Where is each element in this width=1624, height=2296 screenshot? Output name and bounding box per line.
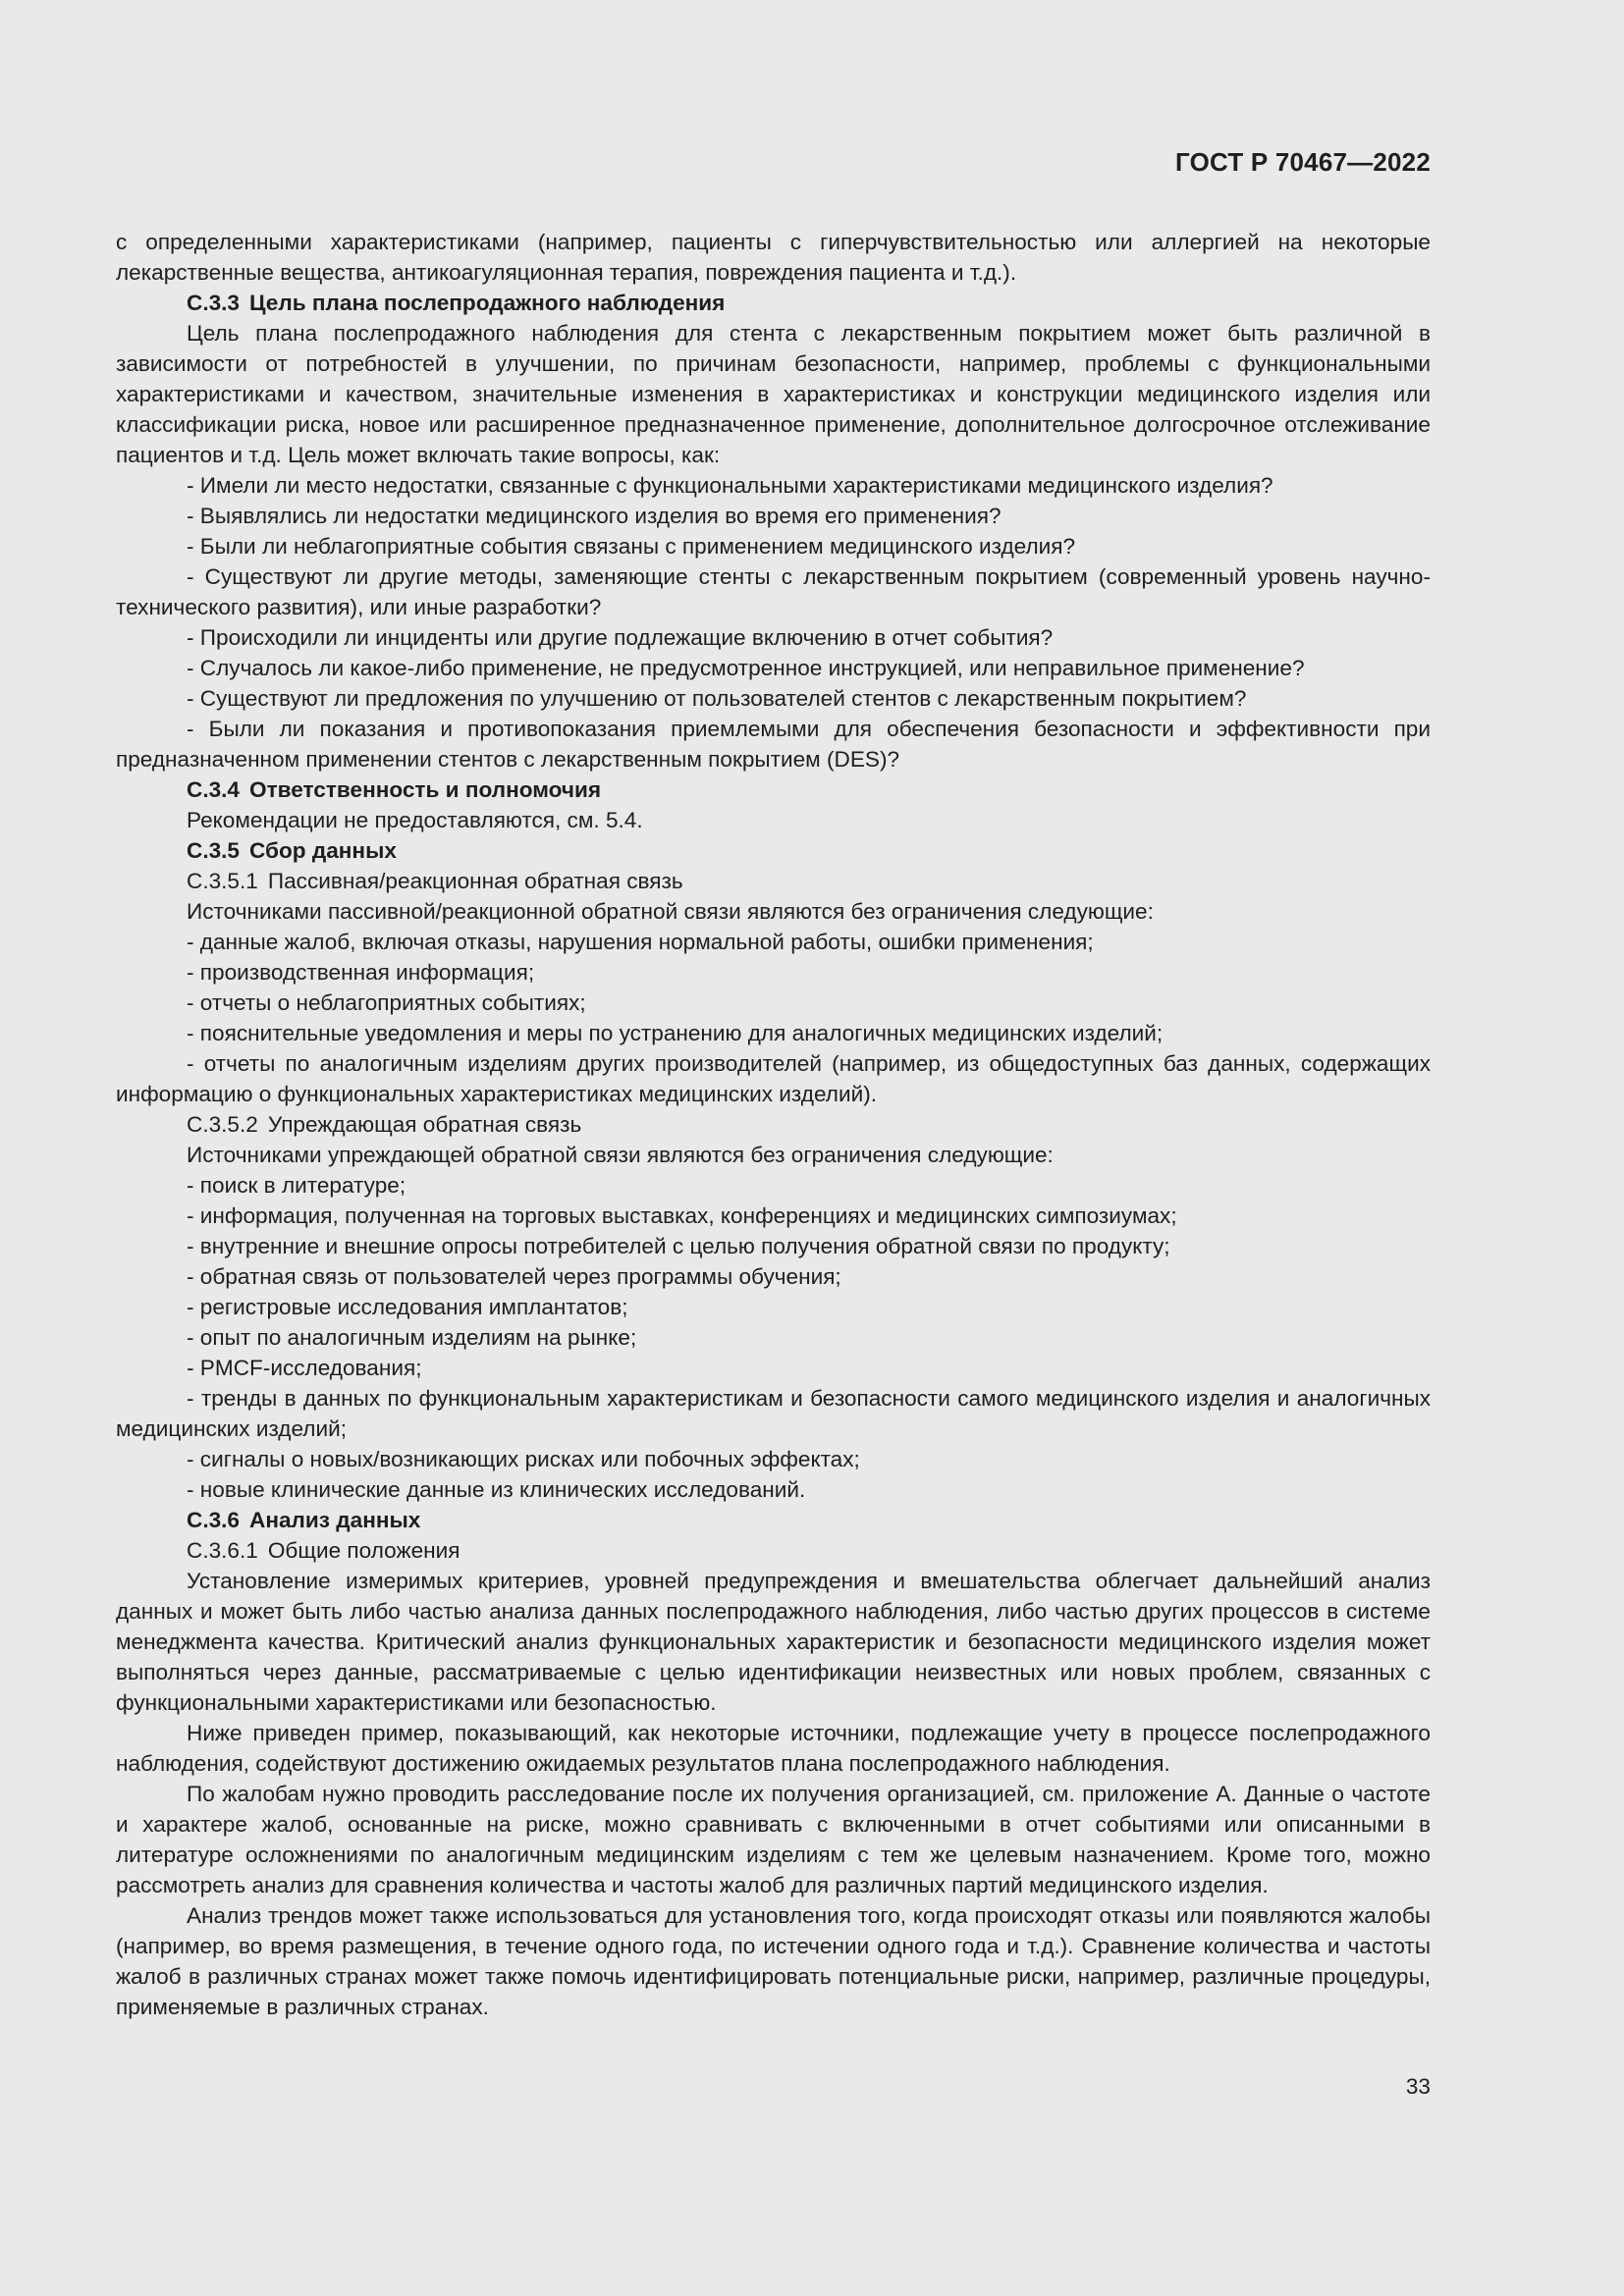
paragraph: - Имели ли место недостатки, связанные с функциональными характеристиками медицинского изделия? — [187, 473, 1273, 498]
subsection-number: С.3.6.1 — [187, 1538, 258, 1563]
paragraph: - внутренние и внешние опросы потребителей с целью получения обратной связи по продукту; — [187, 1234, 1170, 1258]
paragraph: - обратная связь от пользователей через программы обучения; — [187, 1264, 841, 1289]
section-number: С.3.3 — [187, 291, 241, 315]
paragraph: - сигналы о новых/возникающих рисках или побочных эффектах; — [187, 1447, 860, 1471]
paragraph: - новые клинические данные из клинических исследований. — [187, 1477, 806, 1502]
section-number: С.3.5 — [187, 838, 241, 863]
document-header: ГОСТ Р 70467—2022 — [1175, 147, 1431, 177]
paragraph: Анализ трендов может также использоваться для установления того, когда происходят отказы или появляются жалобы (например, во время размещения, в течение одного года, по истечении одного года и т.д.). Сравнение количества и частоты жалоб в различных странах может также помочь идентифицировать потенциальные риски, например, различные процедуры, применяемые в различных странах. — [116, 1903, 1431, 2019]
section-heading — [116, 835, 1431, 866]
paragraph: По жалобам нужно проводить расследование после их получения организацией, см. приложение А. Данные о частоте и характере жалоб, основанные на риске, можно сравнивать с включенными в отчет событиями или описанными в литературе осложнениями по аналогичным медицинским изделиям с тем же целевым назначением. Кроме того, можно рассмотреть анализ для сравнения количества и частоты жалоб для различных партий медицинского изделия. — [116, 1782, 1431, 1897]
paragraph: - поиск в литературе; — [187, 1173, 406, 1198]
subsection-number: С.3.5.2 — [187, 1112, 258, 1137]
paragraph: - производственная информация; — [187, 960, 535, 985]
paragraph: Установление измеримых критериев, уровней предупреждения и вмешательства облегчает дальнейший анализ данных и может быть либо частью анализа данных послепродажного наблюдения, либо частью других процессов в системе менеджмента качества. Критический анализ функциональных характеристик и безопасности медицинского изделия может выполняться через данные, рассматриваемые с целью идентификации неизвестных или новых проблем, связанных с функциональными характеристиками или безопасностью. — [116, 1569, 1431, 1715]
page-number: 33 — [1405, 2074, 1431, 2099]
paragraph: Цель плана послепродажного наблюдения для стента с лекарственным покрытием может быть различной в зависимости от потребностей в улучшении, по причинам безопасности, например, проблемы с функциональными характеристиками и качеством, значительные изменения в характеристиках и конструкции медицинского изделия или классификации риска, новое или расширенное предназначенное применение, дополнительное долгосрочное отслеживание пациентов и т.д. Цель может включать такие вопросы, как: — [116, 321, 1431, 467]
paragraph: - пояснительные уведомления и меры по устранению для аналогичных медицинских изделий; — [187, 1021, 1164, 1045]
section-heading — [116, 1505, 1431, 1535]
subsection-heading — [116, 866, 1431, 896]
paragraph: Источниками пассивной/реакционной обратной связи являются без ограничения следующие: — [187, 899, 1154, 924]
paragraph: - Существуют ли предложения по улучшению от пользователей стентов с лекарственным покрытием? — [187, 686, 1247, 711]
section-heading — [116, 288, 1431, 318]
document-body — [116, 227, 1431, 2022]
subsection-number: С.3.5.1 — [187, 869, 258, 893]
subsection-title: Упреждающая обратная связь — [267, 1112, 582, 1137]
section-number: С.3.4 — [187, 777, 241, 802]
paragraph: - PMCF-исследования; — [187, 1356, 422, 1380]
paragraph: - тренды в данных по функциональным характеристикам и безопасности самого медицинского изделия и аналогичных медицинских изделий; — [116, 1386, 1431, 1441]
subsection-title: Пассивная/реакционная обратная связь — [267, 869, 683, 893]
paragraph: Источниками упреждающей обратной связи являются без ограничения следующие: — [187, 1143, 1054, 1167]
section-title: Сбор данных — [249, 838, 397, 863]
paragraph: - Были ли неблагоприятные события связаны с применением медицинского изделия? — [187, 534, 1076, 559]
paragraph: - Происходили ли инциденты или другие подлежащие включению в отчет события? — [187, 625, 1054, 650]
section-title: Ответственность и полномочия — [249, 777, 602, 802]
paragraph-continuation: с определенными характеристиками (например, пациенты с гиперчувствительностью или аллергией на некоторые лекарственные вещества, антикоагуляционная терапия, повреждения пациента и т.д.). — [116, 230, 1431, 285]
paragraph: - информация, полученная на торговых выставках, конференциях и медицинских симпозиумах; — [187, 1203, 1177, 1228]
paragraph: - регистровые исследования имплантатов; — [187, 1295, 628, 1319]
subsection-heading — [116, 1535, 1431, 1566]
subsection-heading — [116, 1109, 1431, 1140]
paragraph: - Случалось ли какое-либо применение, не предусмотренное инструкцией, или неправильное применение? — [187, 656, 1305, 680]
paragraph: - Существуют ли другие методы, заменяющие стенты с лекарственным покрытием (современный уровень научно-технического развития), или иные разработки? — [116, 564, 1431, 619]
subsection-title: Общие положения — [267, 1538, 460, 1563]
section-number: С.3.6 — [187, 1508, 241, 1532]
section-heading — [116, 774, 1431, 805]
section-title: Анализ данных — [249, 1508, 421, 1532]
paragraph: - отчеты по аналогичным изделиям других производителей (например, из общедоступных баз данных, содержащих информацию о функциональных характеристиках медицинских изделий). — [116, 1051, 1431, 1106]
paragraph: - данные жалоб, включая отказы, нарушения нормальной работы, ошибки применения; — [187, 930, 1094, 954]
paragraph: Рекомендации не предоставляются, см. 5.4. — [187, 808, 643, 832]
section-title: Цель плана послепродажного наблюдения — [249, 291, 726, 315]
paragraph: - Были ли показания и противопоказания приемлемыми для обеспечения безопасности и эффективности при предназначенном применении стентов с лекарственным покрытием (DES)? — [116, 717, 1431, 772]
paragraph: - опыт по аналогичным изделиям на рынке; — [187, 1325, 637, 1350]
paragraph: - Выявлялись ли недостатки медицинского изделия во время его применения? — [187, 504, 1001, 528]
paragraph: Ниже приведен пример, показывающий, как некоторые источники, подлежащие учету в процессе послепродажного наблюдения, содействуют достижению ожидаемых результатов плана послепродажного наблюдения. — [116, 1721, 1431, 1776]
paragraph: - отчеты о неблагоприятных событиях; — [187, 990, 586, 1015]
